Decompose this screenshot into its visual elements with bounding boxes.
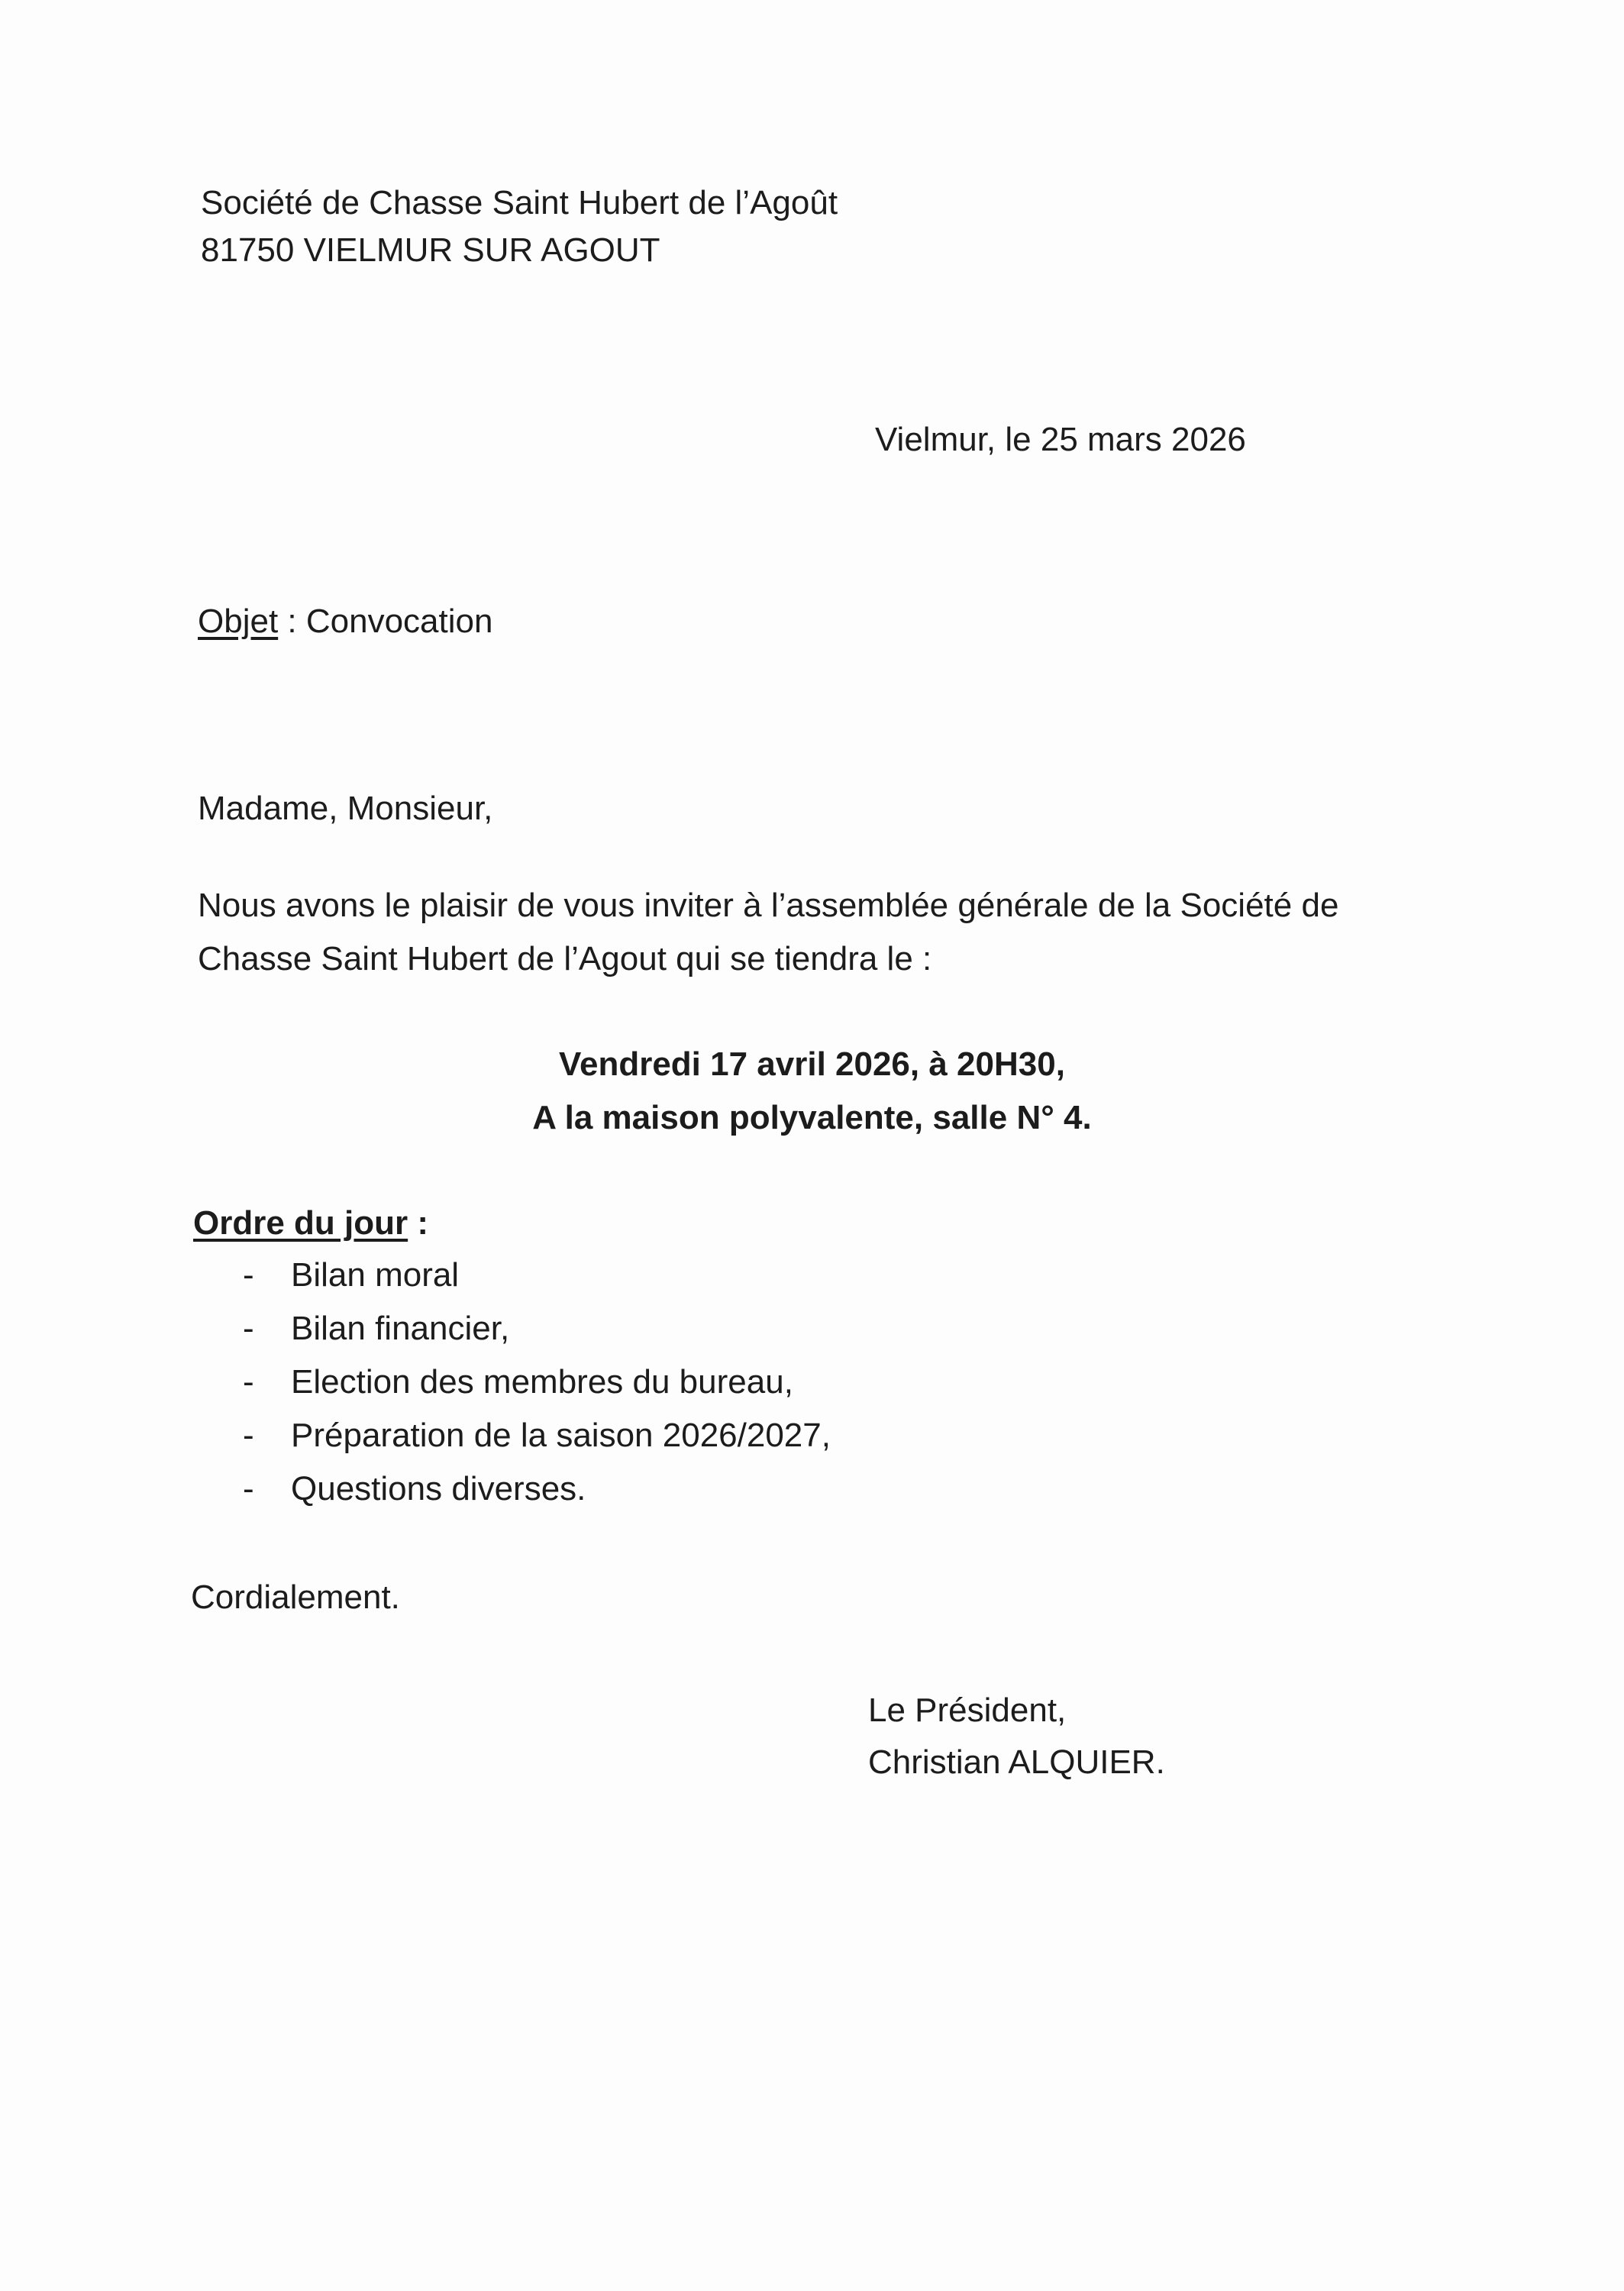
sender-name: Société de Chasse Saint Hubert de l’Agoût: [201, 184, 838, 221]
agenda-item: [0, 1361, 1069, 1404]
agenda-item: [0, 1414, 1069, 1457]
signer-name: Christian ALQUIER.: [868, 1743, 1165, 1781]
agenda-item-text: Election des membres du bureau,: [291, 1363, 793, 1401]
agenda-title: Ordre du jour: [193, 1204, 408, 1242]
agenda-item-text: Bilan moral: [291, 1256, 460, 1294]
salutation: Madame, Monsieur,: [198, 790, 493, 827]
subject-value: Convocation: [305, 603, 493, 640]
agenda-bullet: -: [243, 1363, 254, 1401]
agenda-item-text: Questions diverses.: [291, 1470, 586, 1507]
event-date-time: Vendredi 17 avril 2026, à 20H30,: [559, 1045, 1065, 1083]
event-location: A la maison polyvalente, salle N° 4.: [532, 1099, 1092, 1136]
agenda-bullet: -: [243, 1310, 254, 1347]
agenda-item: [0, 1254, 1069, 1297]
sender-address: 81750 VIELMUR SUR AGOUT: [201, 231, 660, 269]
body-line-2: Chasse Saint Hubert de l’Agout qui se tiendra le :: [198, 940, 932, 977]
agenda-item: [0, 1468, 1069, 1511]
signer-title: Le Président,: [868, 1692, 1067, 1729]
agenda-item-text: Préparation de la saison 2026/2027,: [291, 1417, 831, 1454]
agenda-item-text: Bilan financier,: [291, 1310, 510, 1347]
subject-separator: :: [278, 603, 306, 640]
date-line: Vielmur, le 25 mars 2026: [875, 421, 1246, 458]
agenda-bullet: -: [243, 1417, 254, 1454]
body-line-1: Nous avons le plaisir de vous inviter à l’assemblée générale de la Société de: [198, 887, 1339, 924]
agenda-title-suffix: :: [408, 1204, 429, 1242]
subject-label: Objet: [198, 603, 279, 640]
agenda-item: [0, 1307, 1069, 1350]
closing: Cordialement.: [191, 1578, 400, 1616]
subject-line: [198, 600, 492, 643]
agenda-bullet: -: [243, 1256, 254, 1294]
agenda-bullet: -: [243, 1470, 254, 1507]
agenda-heading: [193, 1202, 428, 1245]
